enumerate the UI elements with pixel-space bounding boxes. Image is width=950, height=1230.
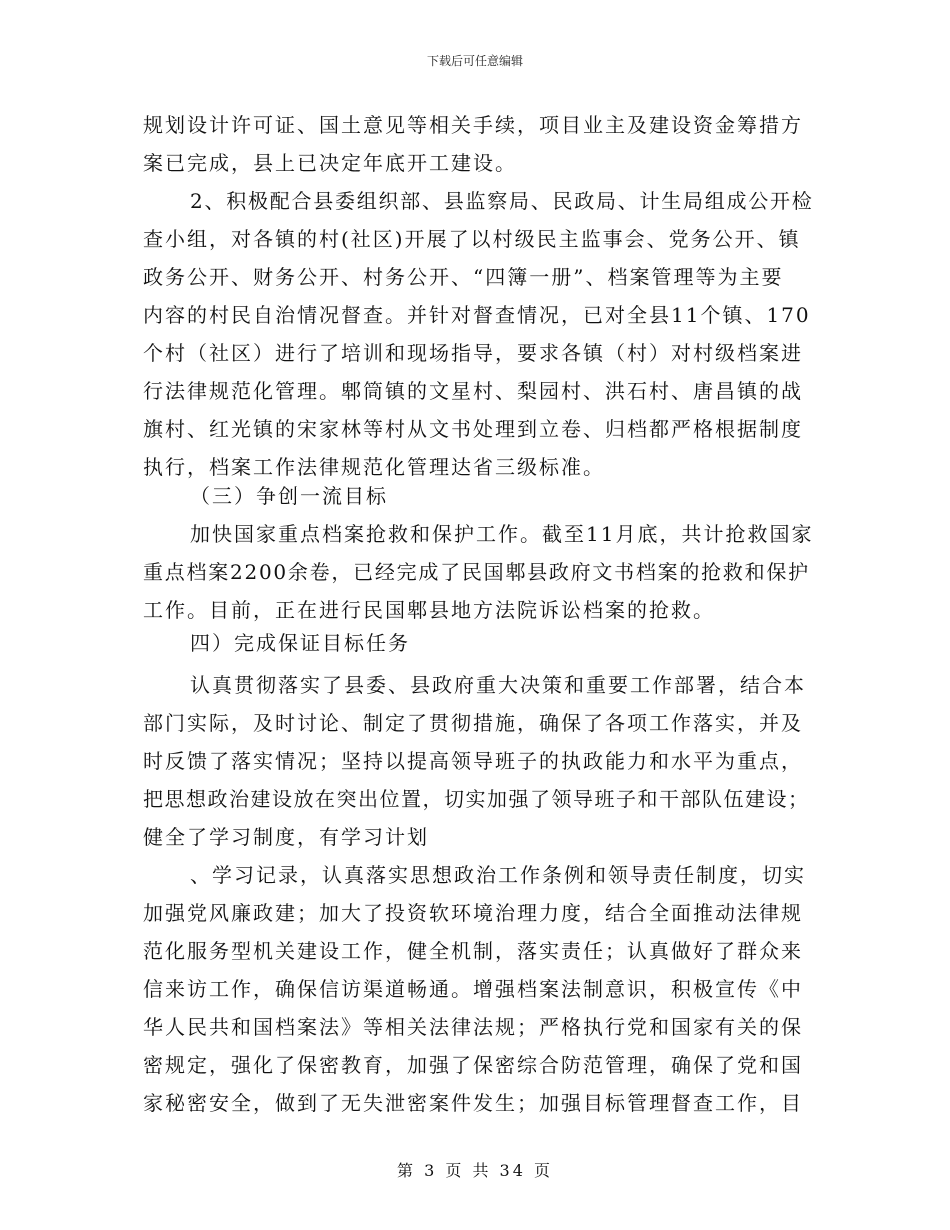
text-line: 规划设计许可证、国土意见等相关手续，项目业主及建设资金筹措方 [143,113,803,137]
text-line: 、学习记录，认真落实思想政治工作条例和领导责任制度，切实 [190,863,806,887]
text-line: 旗村、红光镇的宋家林等村从文书处理到立卷、归档都严格根据制度 [143,417,803,441]
page-header: 下载后可任意编辑 [426,54,523,68]
text-line: 加快国家重点档案抢救和保护工作。截至11月底，共计抢救国家 [190,522,814,546]
text-line: 范化服务型机关建设工作，健全机制，落实责任；认真做好了群众来 [143,939,803,963]
text-line: 工作。目前，正在进行民国郫县地方法院诉讼档案的抢救。 [143,598,715,622]
text-line: 重点档案2200余卷，已经完成了民国郫县政府文书档案的抢救和保护 [143,560,810,584]
text-line: 密规定，强化了保密教育，加强了保密综合防范管理，确保了党和国 [143,1053,803,1077]
text-line: 2、积极配合县委组织部、县监察局、民政局、计生局组成公开检 [190,189,814,213]
text-line: 政务公开、财务公开、村务公开、“四簿一册”、档案管理等为主要 [143,265,784,289]
section-heading: （三）争创一流目标 [190,484,388,508]
text-line: 信来访工作，确保信访渠道畅通。增强档案法制意识，积极宣传《中 [143,977,803,1001]
text-line: 时反馈了落实情况；坚持以提高领导班子的执政能力和水平为重点， [143,749,803,773]
text-line: 执行，档案工作法律规范化管理达省三级标准。 [143,455,605,479]
text-line: 认真贯彻落实了县委、县政府重大决策和重要工作部署，结合本 [190,673,806,697]
text-line: 内容的村民自治情况督查。并针对督查情况，已对全县11个镇、170 [143,303,811,327]
text-line: 个村（社区）进行了培训和现场指导，要求各镇（村）对村级档案进 [143,341,803,365]
text-line: 健全了学习制度，有学习计划 [143,825,429,849]
text-line: 行法律规范化管理。郫筒镇的文星村、梨园村、洪石村、唐昌镇的战 [143,379,803,403]
text-line: 部门实际，及时讨论、制定了贯彻措施，确保了各项工作落实，并及 [143,711,803,735]
text-line: 把思想政治建设放在突出位置，切实加强了领导班子和干部队伍建设； [143,787,810,811]
text-line: 查小组，对各镇的村(社区)开展了以村级民主监事会、党务公开、镇 [143,227,801,251]
text-line: 华人民共和国档案法》等相关法律法规；严格执行党和国家有关的保 [143,1015,803,1039]
text-line: 案已完成，县上已决定年底开工建设。 [143,151,517,175]
text-line: 加强党风廉政建；加大了投资软环境治理力度，结合全面推动法律规 [143,901,803,925]
section-heading: 四）完成保证目标任务 [190,631,410,655]
text-line: 家秘密安全，做到了无失泄密案件发生；加强目标管理督查工作，目 [143,1091,803,1115]
page-footer: 第 3 页 共 34 页 [397,1161,553,1180]
